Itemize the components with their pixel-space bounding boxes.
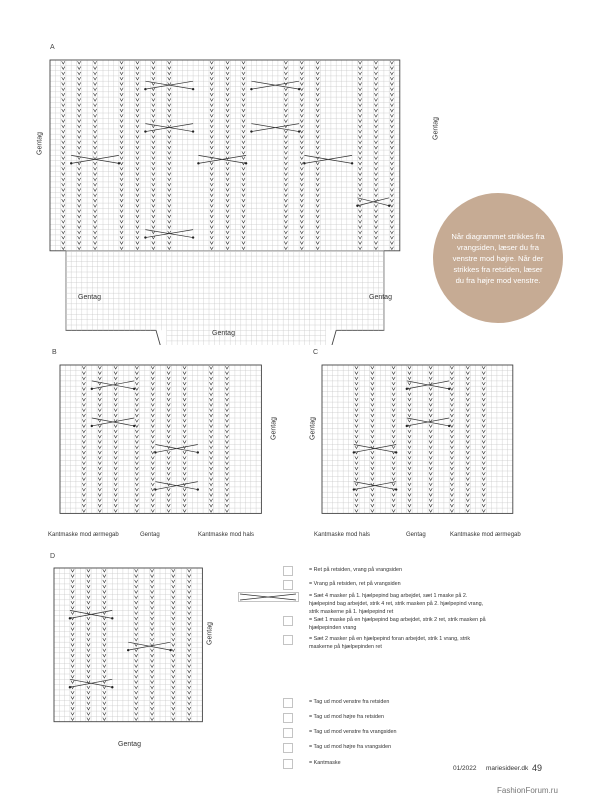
reading-direction-callout: Når diagrammet strikkes fra vrangsiden, læser du fra venstre mod højre. Når der strikkes fra retsiden, læser du fra højre mod venstre. xyxy=(433,193,563,323)
chart-c-edge-left: Kantmaske mod hals xyxy=(314,532,371,538)
chart-a-side-left: Gentag xyxy=(36,132,44,155)
legend-text: = Kantmaske xyxy=(309,760,341,766)
legend-text: = Tag ud mod venstre fra vrangsiden xyxy=(309,729,397,735)
chart-b-edge-right: Kantmaske mod hals xyxy=(198,532,255,538)
site-name: mariesideer.dk xyxy=(486,765,529,772)
cable-4x4-icon xyxy=(238,592,308,605)
chart-a xyxy=(40,55,435,345)
cross-left-icon xyxy=(283,635,293,648)
legend-text: = Sæt 1 maske på en hjælpepind bag arbejdet, strik 2 ret, strik masken på hjælpepinden vrang xyxy=(309,617,486,631)
legend-text: = Sæt 4 masker på 1. hjælpepind bag arbejdet, sæt 1 maske på 2. hjælpepind bag arbejdet, strik 4 ret, strik masken på 2. hjælpepind vrang, strik maskerne på 1. hjælpepind ret xyxy=(309,593,484,615)
increase-left-rs-icon xyxy=(283,698,293,711)
issue-number: 01/2022 xyxy=(453,765,477,772)
legend-text: = Sæt 2 masker på en hjælpepind foran arbejdet, strik 1 vrang, strik maskerne på hjælpepinden ret xyxy=(309,636,471,650)
cross-right-icon xyxy=(283,616,293,629)
legend-text: = Vrang på retsiden, ret på vrangsiden xyxy=(309,581,401,587)
chart-c-repeat: Gentag xyxy=(406,532,426,538)
chart-a-repeat-left: Gentag xyxy=(78,294,101,301)
dash-icon xyxy=(283,759,293,772)
chart-b-edge-left: Kantmaske mod ærmegab xyxy=(48,532,119,538)
increase-right-rs-icon xyxy=(283,713,293,726)
empty-square-icon xyxy=(283,566,293,579)
chart-c-letter: C xyxy=(313,349,319,356)
chart-b xyxy=(50,360,265,525)
chart-c-edge-right: Kantmaske mod ærmegab xyxy=(450,532,521,538)
page-number: 49 xyxy=(532,763,543,773)
legend-text: = Tag ud mod højre fra retsiden xyxy=(309,714,384,720)
legend-text: = Ret på retsiden, vrang på vrangsiden xyxy=(309,567,403,573)
chart-a-repeat: Gentag xyxy=(212,330,235,337)
legend-text: = Tag ud mod højre fra vrangsiden xyxy=(309,744,392,750)
chart-a-repeat-right: Gentag xyxy=(369,294,392,301)
watermark: FashionForum.ru xyxy=(497,786,558,795)
chart-b-side: Gentag xyxy=(270,417,278,440)
legend-text: = Tag ud mod venstre fra retsiden xyxy=(309,699,390,705)
chart-c xyxy=(310,360,525,525)
chart-d xyxy=(48,563,213,743)
chart-b-repeat: Gentag xyxy=(140,532,160,538)
chart-d-repeat: Gentag xyxy=(118,741,141,748)
chart-c-side: Gentag xyxy=(309,417,317,440)
small-dot-icon xyxy=(283,743,293,756)
chart-d-letter: D xyxy=(50,553,56,560)
chart-b-letter: B xyxy=(52,349,57,356)
chart-a-side-right: Gentag xyxy=(432,117,440,140)
chart-d-side: Gentag xyxy=(206,622,214,645)
dot-icon xyxy=(283,728,293,741)
chart-a-letter: A xyxy=(50,44,55,51)
